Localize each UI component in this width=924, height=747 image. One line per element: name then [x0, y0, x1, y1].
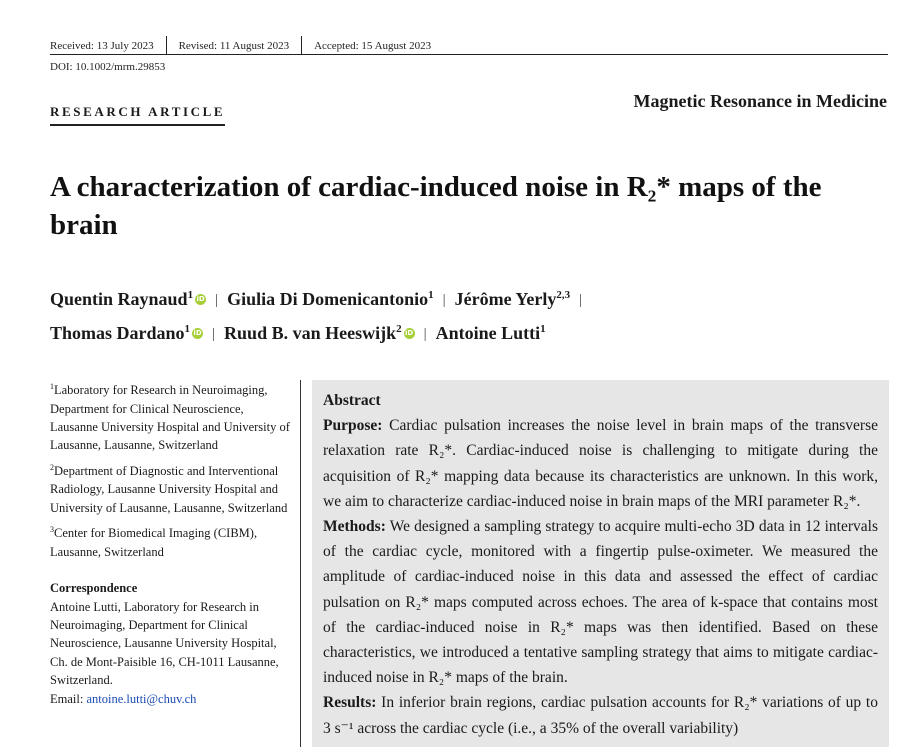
correspondence-text: Antoine Lutti, Laboratory for Research in Neuroimaging, Department for Clinical Neuroscience, Lausanne University Hospital, Ch. de Mont-Paisible 16, CH-1011 Lausanne, Switzerland. [50, 599, 279, 688]
abstract-methods: Methods: We designed a sampling strategy to acquire multi-echo 3D data in 12 intervals of the cardiac cycle, monitored with a fingertip pulse-oximeter. We measured the amplitude of cardiac-induced noise in this data and assessed the effect of cardiac pulsation on R₂* maps computed across echoes. The area of k-space that contains most of the cardiac-induced noise in R₂* maps was then identified. Based on these characteristics, we introduced a tentative sampling strategy that aims to mitigate cardiac-induced noise in R₂* maps of the brain. [323, 518, 878, 687]
journal-name: Magnetic Resonance in Medicine [633, 91, 887, 111]
publication-dates [50, 36, 431, 55]
affiliation: $^2$Department of Diagnostic and Interventional Radiology, Lausanne University Hospital and University of Lausanne, Lausanne, Switzerland [50, 462, 288, 515]
affiliation: $^3$Center for Biomedical Imaging (CIBM), Lausanne, Switzerland [50, 525, 258, 559]
column-divider [300, 380, 301, 747]
orcid-icon[interactable]: iD [404, 329, 414, 337]
author-separator: | [212, 326, 216, 342]
abstract-heading: Abstract [323, 392, 381, 409]
received-date: Received: 13 July 2023 [50, 39, 154, 52]
abstract-box [312, 380, 889, 747]
correspondence-email: Email: antoine.lutti@chuv.ch [50, 691, 197, 706]
author-list [50, 281, 870, 349]
author: Antoine Lutti$^1$ [435, 323, 546, 343]
header-rule [50, 54, 888, 55]
author: Jérôme Yerly$^{2,3}$ [454, 289, 571, 309]
orcid-icon[interactable]: iD [193, 329, 202, 337]
divider [301, 36, 302, 55]
abstract-purpose: Purpose: Cardiac pulsation increases the noise level in brain maps of the transverse relaxation rate R₂*. Cardiac-induced noise is challenging to mitigate during the acquisition of R₂* mapping data because its characteristics are unknown. In this work, we aim to characterize cardiac-induced noise in brain maps of the MRI parameter R₂*. [323, 417, 879, 510]
correspondence-heading: Correspondence [50, 581, 138, 596]
paper-title: A characterization of cardiac-induced noise in R₂* maps of the brain [50, 171, 822, 241]
divider [166, 36, 167, 55]
author: Ruud B. van Heeswijk$^2$ iD [224, 323, 414, 343]
doi: DOI: 10.1002/mrm.29853 [50, 61, 166, 73]
accepted-date: Accepted: 15 August 2023 [314, 39, 432, 52]
author-separator: | [423, 326, 427, 342]
author: Giulia Di Domenicantonio$^1$ [227, 289, 434, 309]
author: Thomas Dardano$^1$ iD [50, 323, 202, 343]
article-type: RESEARCH ARTICLE [50, 104, 225, 126]
author-separator: | [442, 292, 446, 308]
author-separator: | [579, 292, 583, 308]
affiliations-sidebar [50, 378, 290, 708]
author-separator: | [215, 292, 219, 308]
abstract-results: Results: In inferior brain regions, cardiac pulsation accounts for R₂* variations of up to 3 s⁻¹ across the cardiac cycle (i.e., a 35% of the overall variability) [323, 694, 878, 737]
orcid-icon[interactable]: iD [196, 295, 205, 303]
revised-date: Revised: 11 August 2023 [178, 39, 290, 52]
author: Quentin Raynaud$^1$ iD [50, 289, 205, 309]
affiliation: $^1$Laboratory for Research in Neuroimaging, Department for Clinical Neuroscience, Lausanne University Hospital and University of Lausanne, Lausanne, Switzerland [50, 382, 290, 453]
email-link[interactable]: antoine.lutti@chuv.ch [86, 691, 197, 706]
